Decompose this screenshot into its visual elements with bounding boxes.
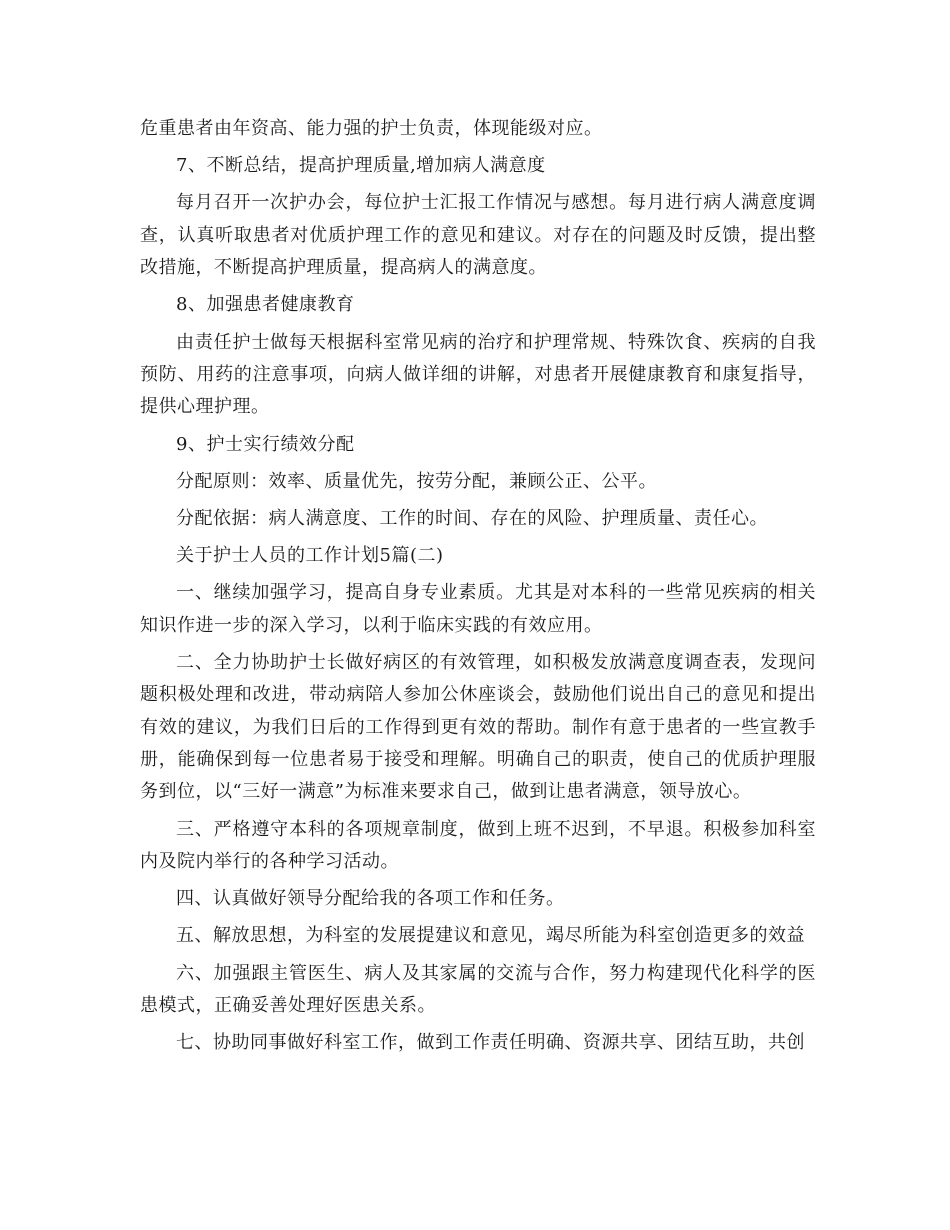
text-line: 提供心理护理。	[140, 396, 270, 418]
text-line: 分配依据：病人满意度、工作的时间、存在的风险、护理质量、责任心。	[176, 507, 768, 529]
paragraph	[140, 883, 816, 915]
text-line: 8、加强患者健康教育	[176, 294, 355, 316]
paragraph	[140, 187, 816, 284]
text-line: 七、协助同事做好科室工作，做到工作责任明确、资源共享、团结互助，共创	[176, 1032, 805, 1054]
text-line: 务到位，以“三好一满意”为标准来要求自己，做到让患者满意，领导放心。	[140, 781, 752, 803]
paragraph	[140, 289, 816, 321]
text-line: 由责任护士做每天根据科室常见病的治疗和护理常规、特殊饮食、疾病的自我	[176, 331, 816, 353]
text-line: 知识作进一步的深入学习，以利于临床实践的有效应用。	[140, 614, 603, 636]
paragraph	[140, 150, 816, 182]
text-line: 查，认真听取患者对优质护理工作的意见和建议。对存在的问题及时反馈，提出整	[140, 224, 816, 246]
paragraph	[140, 429, 816, 461]
text-line: 有效的建议，为我们日后的工作得到更有效的帮助。制作有意于患者的一些宣教手	[140, 716, 816, 738]
text-line: 六、加强跟主管医生、病人及其家属的交流与合作，努力构建现代化科学的医	[176, 962, 816, 984]
text-line: 改措施，不断提高护理质量，提高病人的满意度。	[140, 257, 547, 279]
text-line: 册，能确保到每一位患者易于接受和理解。明确自己的职责，使自己的优质护理服	[140, 749, 816, 770]
text-line: 分配原则：效率、质量优先，按劳分配，兼顾公正、公平。	[176, 470, 657, 492]
paragraph	[140, 327, 816, 424]
paragraph	[140, 113, 816, 145]
paragraph	[140, 647, 816, 809]
document-body	[140, 113, 816, 1060]
paragraph	[140, 1027, 816, 1059]
text-line: 9、护士实行绩效分配	[176, 433, 355, 455]
paragraph	[140, 958, 816, 1023]
paragraph	[140, 814, 816, 879]
text-line: 题积极处理和改进，带动病陪人参加公休座谈会，鼓励他们说出自己的意见和提出	[140, 684, 816, 706]
paragraph	[140, 920, 816, 952]
text-line: 每月召开一次护办会，每位护士汇报工作情况与感想。每月进行病人满意度调	[176, 192, 816, 214]
text-line: 二、全力协助护士长做好病区的有效管理，如积极发放满意度调查表，发现问	[176, 651, 816, 673]
text-line: 四、认真做好领导分配给我的各项工作和任务。	[176, 888, 565, 910]
text-line: 7、不断总结，提高护理质量,增加病人满意度	[176, 155, 546, 177]
text-line: 关于护士人员的工作计划5篇(二)	[176, 545, 444, 567]
paragraph	[140, 577, 816, 642]
paragraph	[140, 503, 816, 535]
text-line: 预防、用药的注意事项，向病人做详细的讲解，对患者开展健康教育和康复指导，	[140, 363, 816, 385]
text-line: 三、严格遵守本科的各项规章制度，做到上班不迟到，不早退。积极参加科室	[176, 818, 816, 840]
text-line: 五、解放思想，为科室的发展提建议和意见，竭尽所能为科室创造更多的效益	[176, 925, 805, 947]
text-line: 内及院内举行的各种学习活动。	[140, 850, 399, 872]
text-line: 一、继续加强学习，提高自身专业素质。尤其是对本科的一些常见疾病的相关	[176, 582, 816, 604]
paragraph	[140, 540, 816, 572]
text-line: 患模式，正确妥善处理好医患关系。	[140, 994, 436, 1016]
text-line: 危重患者由年资高、能力强的护士负责，体现能级对应。	[140, 118, 603, 139]
paragraph	[140, 466, 816, 498]
